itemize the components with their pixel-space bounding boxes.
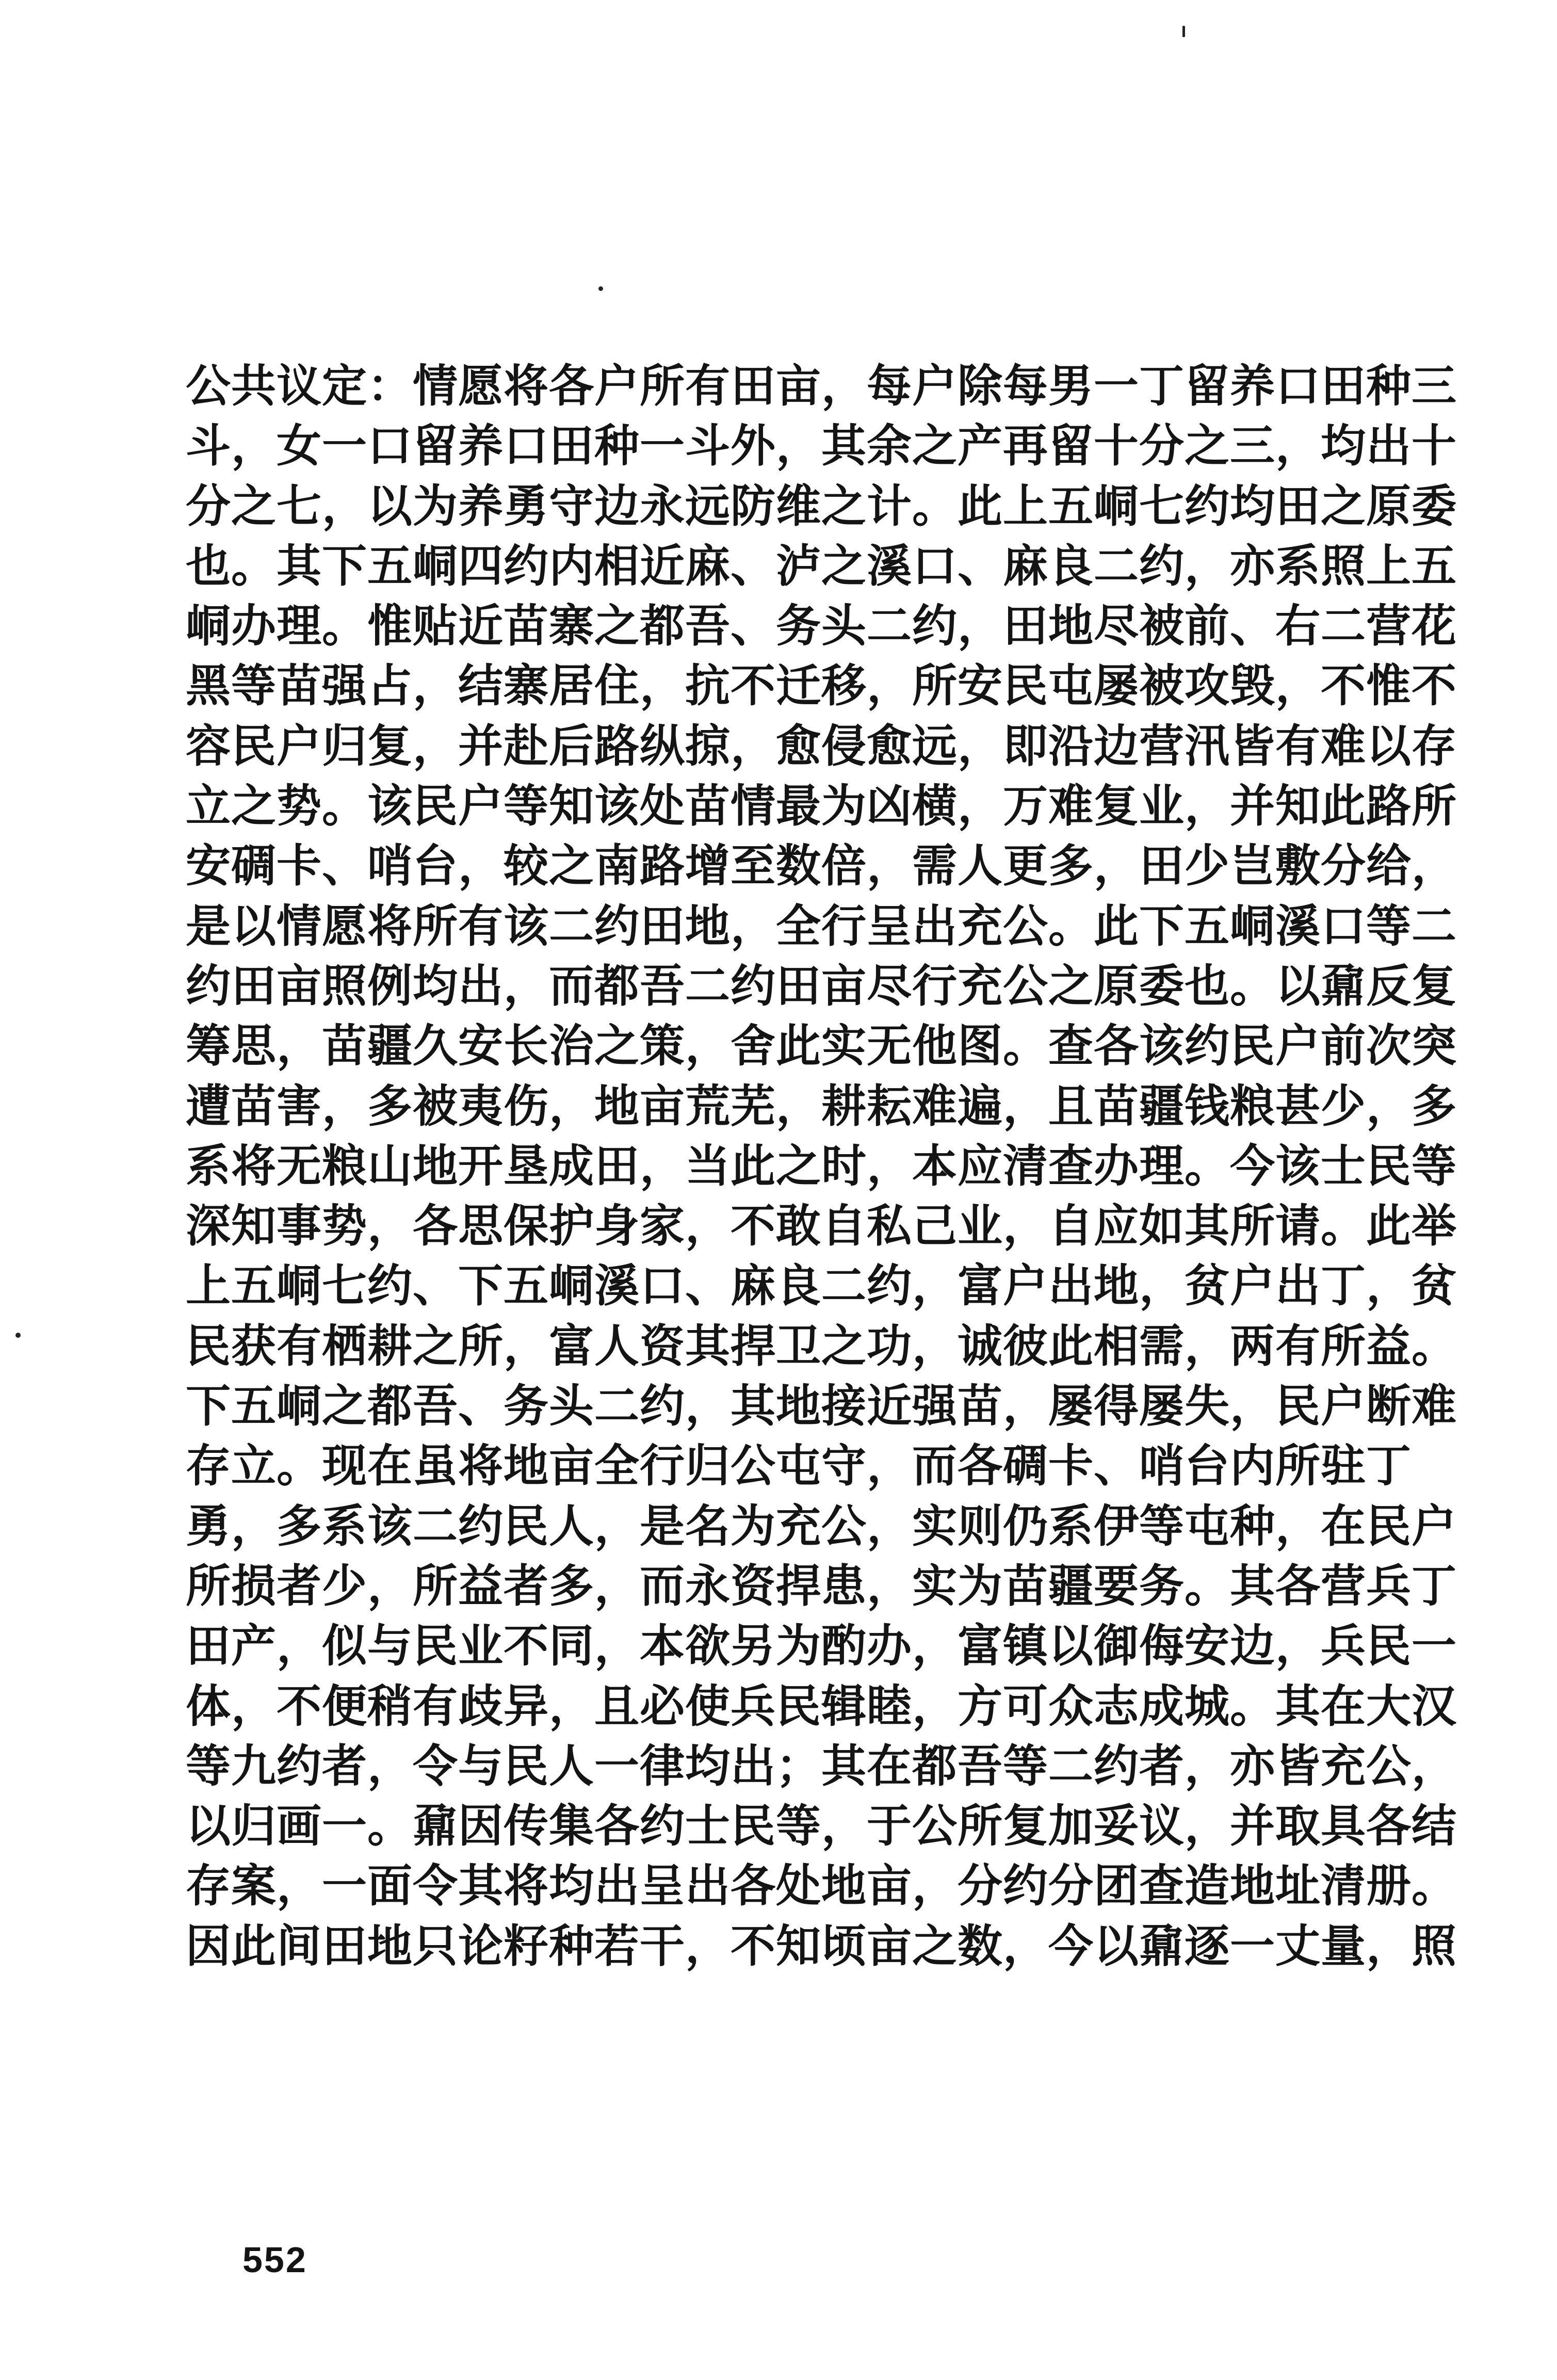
text-line-16: 上五峒七约、下五峒溪口、麻良二约，富户出地，贫户出丁，贫 xyxy=(186,1259,1457,1313)
text-line-25: 以归画一。鼐因传集各约士民等，于公所复加妥议，并取具各结 xyxy=(186,1799,1457,1853)
text-line-7: 容民户归复，并赴后路纵掠，愈侵愈远，即沿边营汛皆有难以存 xyxy=(186,719,1457,772)
scan-speck xyxy=(15,1333,21,1338)
scan-speck xyxy=(1182,26,1185,37)
text-line-17: 民获有栖耕之所，富人资其捍卫之功，诚彼此相需，两有所益。 xyxy=(186,1319,1457,1372)
scan-speck xyxy=(598,286,603,291)
text-line-2: 斗，女一口留养口田种一斗外，其余之产再留十分之三，均出十 xyxy=(186,419,1457,473)
text-line-3: 分之七，以为养勇守边永远防维之计。此上五峒七约均田之原委 xyxy=(186,479,1457,532)
text-line-21: 所损者少，所益者多，而永资捍患，实为苗疆要务。其各营兵丁 xyxy=(186,1559,1457,1612)
text-line-26: 存案，一面令其将均出呈出各处地亩，分约分团查造地址清册。 xyxy=(186,1859,1457,1913)
text-line-5: 峒办理。惟贴近苗寨之都吾、务头二约，田地尽被前、右二营花 xyxy=(186,599,1457,653)
page-number: 552 xyxy=(242,2240,307,2280)
text-line-18: 下五峒之都吾、务头二约，其地接近强苗，屡得屡失，民户断难 xyxy=(186,1379,1457,1433)
text-line-14: 系将无粮山地开垦成田，当此之时，本应清查办理。今该士民等 xyxy=(186,1139,1457,1192)
text-line-23: 体，不便稍有歧异，且必使兵民辑睦，方可众志成城。其在大汉 xyxy=(186,1679,1457,1733)
text-line-19: 存立。现在虽将地亩全行归公屯守，而各碉卡、哨台内所驻丁 xyxy=(186,1439,1412,1493)
text-line-24: 等九约者，令与民人一律均出；其在都吾等二约者，亦皆充公， xyxy=(186,1739,1457,1792)
text-line-9: 安碉卡、哨台，较之南路增至数倍，需人更多，田少岂敷分给， xyxy=(186,839,1457,893)
text-line-13: 遭苗害，多被夷伤，地亩荒芜，耕耘难遍，且苗疆钱粮甚少，多 xyxy=(186,1079,1457,1132)
text-line-22: 田产，似与民业不同，本欲另为酌办，富镇以御侮安边，兵民一 xyxy=(186,1619,1457,1673)
text-line-15: 深知事势，各思保护身家，不敢自私己业，自应如其所请。此举 xyxy=(186,1199,1457,1253)
text-line-20: 勇，多系该二约民人，是名为充公，实则仍系伊等屯种，在民户 xyxy=(186,1499,1457,1552)
text-line-6: 黑等苗强占，结寨居住，抗不迁移，所安民屯屡被攻毁，不惟不 xyxy=(186,659,1457,713)
text-line-10: 是以情愿将所有该二约田地，全行呈出充公。此下五峒溪口等二 xyxy=(186,899,1457,952)
text-line-27: 因此间田地只论籽种若干，不知顷亩之数，今以鼐逐一丈量，照 xyxy=(186,1919,1457,1972)
text-line-12: 筹思，苗疆久安长治之策，舍此实无他图。查各该约民户前次突 xyxy=(186,1019,1457,1073)
text-line-8: 立之势。该民户等知该处苗情最为凶横，万难复业，并知此路所 xyxy=(186,779,1457,833)
body-text xyxy=(186,356,1457,1976)
text-line-4: 也。其下五峒四约内相近麻、泸之溪口、麻良二约，亦系照上五 xyxy=(186,539,1457,592)
text-line-1: 公共议定：情愿将各户所有田亩，每户除每男一丁留养口田种三 xyxy=(186,359,1457,412)
text-line-11: 约田亩照例均出，而都吾二约田亩尽行充公之原委也。以鼐反复 xyxy=(186,959,1457,1012)
